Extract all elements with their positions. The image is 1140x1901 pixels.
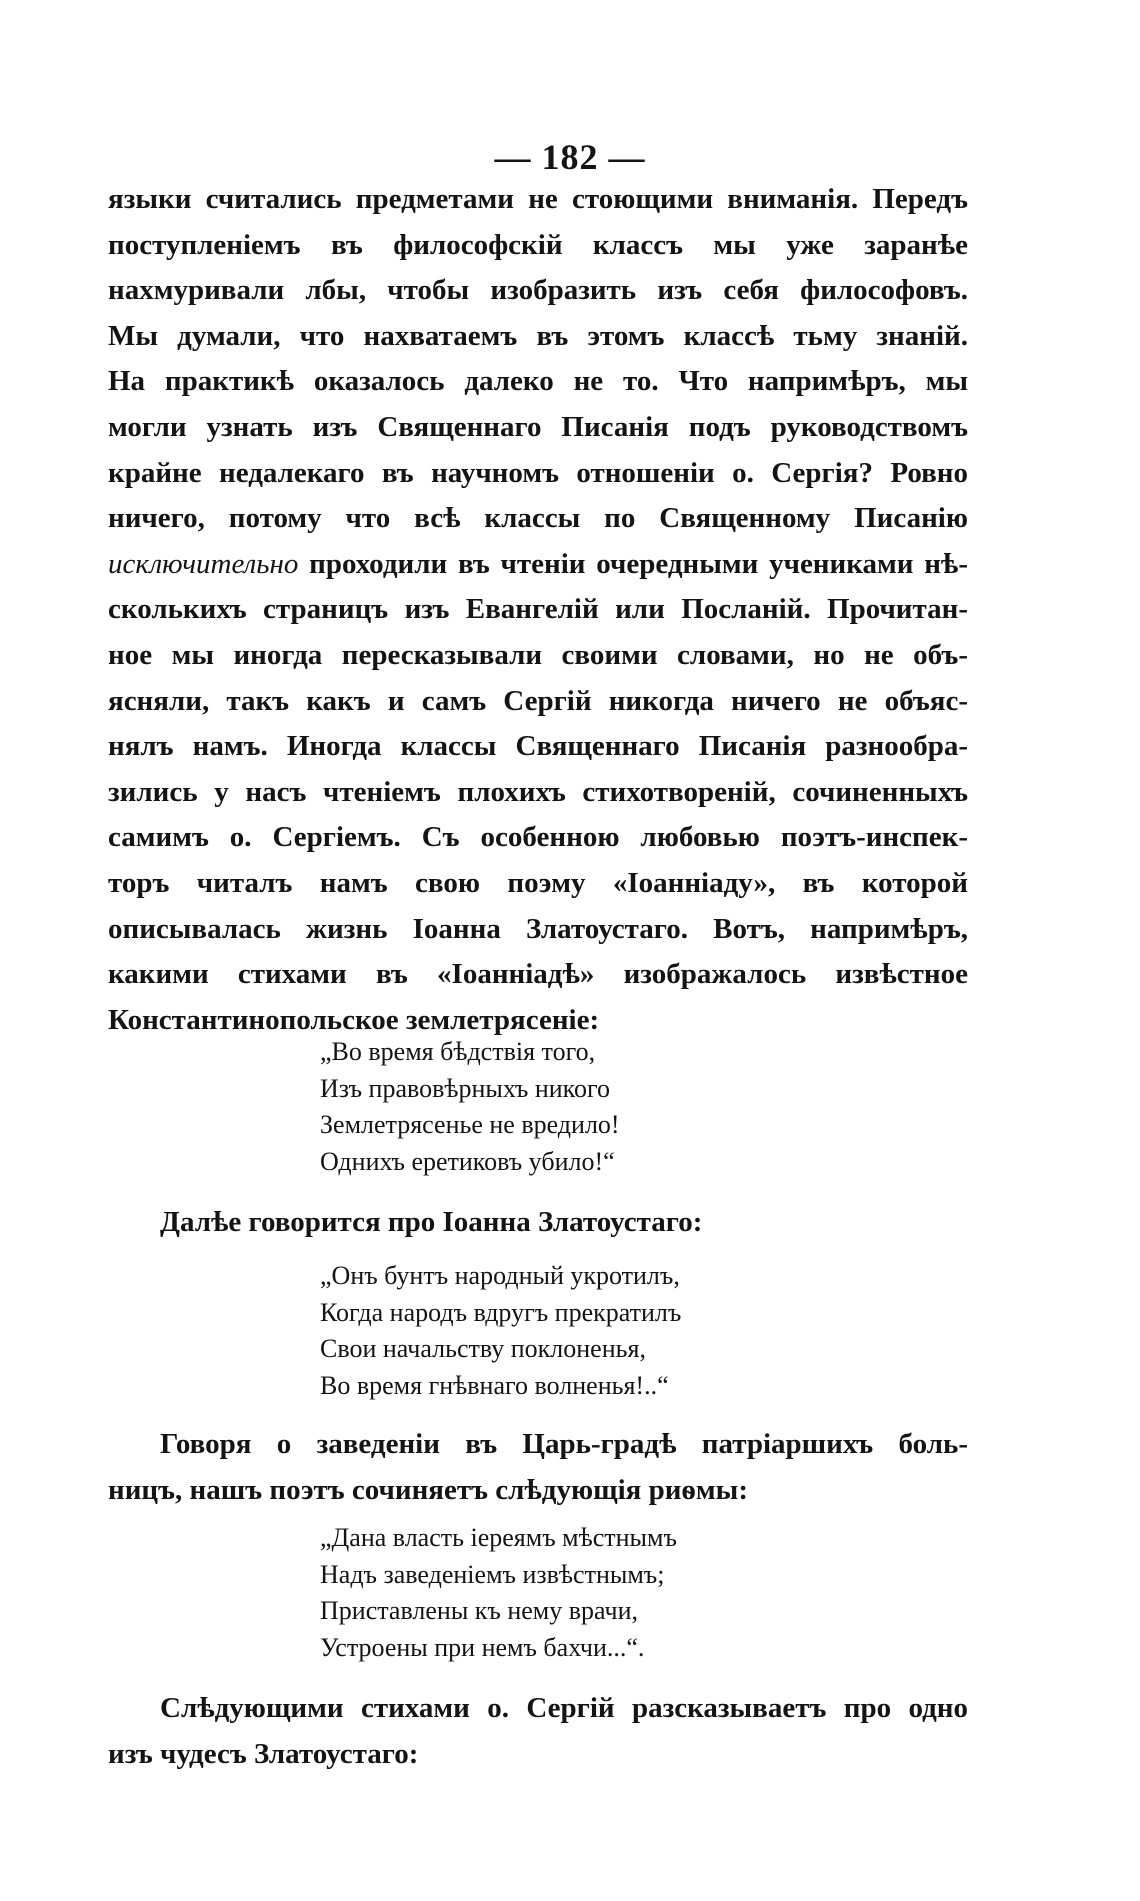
poem-line: Однихъ еретиковъ убило!“	[320, 1146, 615, 1176]
italic-word: исключительно	[108, 547, 299, 580]
text-line: На практикѣ оказалось далеко не то. Что напримѣръ, мы	[108, 365, 968, 398]
poem-line: Изъ правовѣрныхъ никого	[320, 1073, 610, 1103]
poem-line: Землетрясенье не вредило!	[320, 1110, 620, 1139]
text-line: крайне недалекаго въ научномъ отношеніи о. Сергія? Ровно	[108, 456, 968, 489]
text-line: ное мы иногда пересказывали своими словами, но не объ-	[108, 638, 968, 671]
text-line: языки считались предметами не стоющими вниманія. Передъ	[108, 183, 968, 215]
text-line: ничего, потому что всѣ классы по Священному Писанію	[108, 502, 968, 535]
poem-line: Во время гнѣвнаго волненья!..“	[320, 1370, 669, 1400]
text-line: ницъ, нашъ поэтъ сочиняетъ слѣдующія риѳмы:	[108, 1473, 748, 1506]
text-line: Мы думали, что нахватаемъ въ этомъ классѣ тьму знаній.	[108, 319, 968, 352]
text-line: сколькихъ страницъ изъ Евангелій или Посланій. Прочитан-	[108, 593, 968, 626]
poem-line: „Во время бѣдствія того,	[320, 1037, 596, 1066]
text-line: Говоря о заведеніи въ Царь-градѣ патріаршихъ боль-	[160, 1428, 968, 1460]
paragraph-2	[108, 1200, 968, 1246]
text-line: поступленіемъ въ философскій классъ мы уже заранѣе	[108, 228, 968, 261]
paragraph-1	[108, 177, 968, 1043]
text-line: нахмуривали лбы, чтобы изобразить изъ себя философовъ.	[108, 274, 968, 307]
paragraph-3	[108, 1422, 968, 1513]
poem-line: „Онъ бунтъ народный укротилъ,	[320, 1261, 680, 1290]
poem-line: „Дана власть іереямъ мѣстнымъ	[320, 1523, 677, 1552]
poem-1	[320, 1034, 960, 1180]
text-line: изъ чудесъ Златоустаго:	[108, 1737, 419, 1770]
text-line: торъ читалъ намъ свою поэму «Іоанніаду», въ которой	[108, 866, 968, 899]
text-line: какими стихами въ «Іоанніадѣ» изображалось извѣстное	[108, 958, 968, 991]
text-line: могли узнать изъ Священнаго Писанія подъ руководствомъ	[108, 410, 968, 443]
text-line: нялъ намъ. Иногда классы Священнаго Писанія разнообра-	[108, 730, 968, 763]
page-number: — 182 —	[494, 137, 646, 177]
paragraph-4	[108, 1686, 968, 1777]
poem-line: Когда народъ вдругъ прекратилъ	[320, 1297, 682, 1327]
text-line: самимъ о. Сергіемъ. Съ особенною любовью поэтъ-инспек-	[108, 821, 968, 854]
poem-2	[320, 1258, 960, 1404]
text-line: Константинопольское землетрясеніе:	[108, 1003, 600, 1036]
poem-3	[320, 1520, 960, 1666]
poem-line: Устроены при немъ бахчи...“.	[320, 1632, 645, 1662]
text-line: Далѣе говорится про Іоанна Златоустаго:	[160, 1206, 703, 1238]
text-line: ясняли, такъ какъ и самъ Сергій никогда ничего не объяс-	[108, 684, 968, 717]
text-line: описывалась жизнь Іоанна Златоустаго. Вотъ, напримѣръ,	[108, 912, 968, 945]
text-fragment: проходили въ чтеніи очередными учениками нѣ-	[298, 547, 968, 580]
poem-line: Надъ заведеніемъ извѣстнымъ;	[320, 1559, 665, 1589]
text-line: зились у насъ чтеніемъ плохихъ стихотвореній, сочиненныхъ	[108, 775, 968, 808]
text-line: Слѣдующими стихами о. Сергій разсказываетъ про одно	[160, 1692, 968, 1724]
text-line	[108, 542, 968, 588]
poem-line: Свои начальству поклоненья,	[320, 1334, 646, 1363]
poem-line: Приставлены къ нему врачи,	[320, 1596, 639, 1625]
